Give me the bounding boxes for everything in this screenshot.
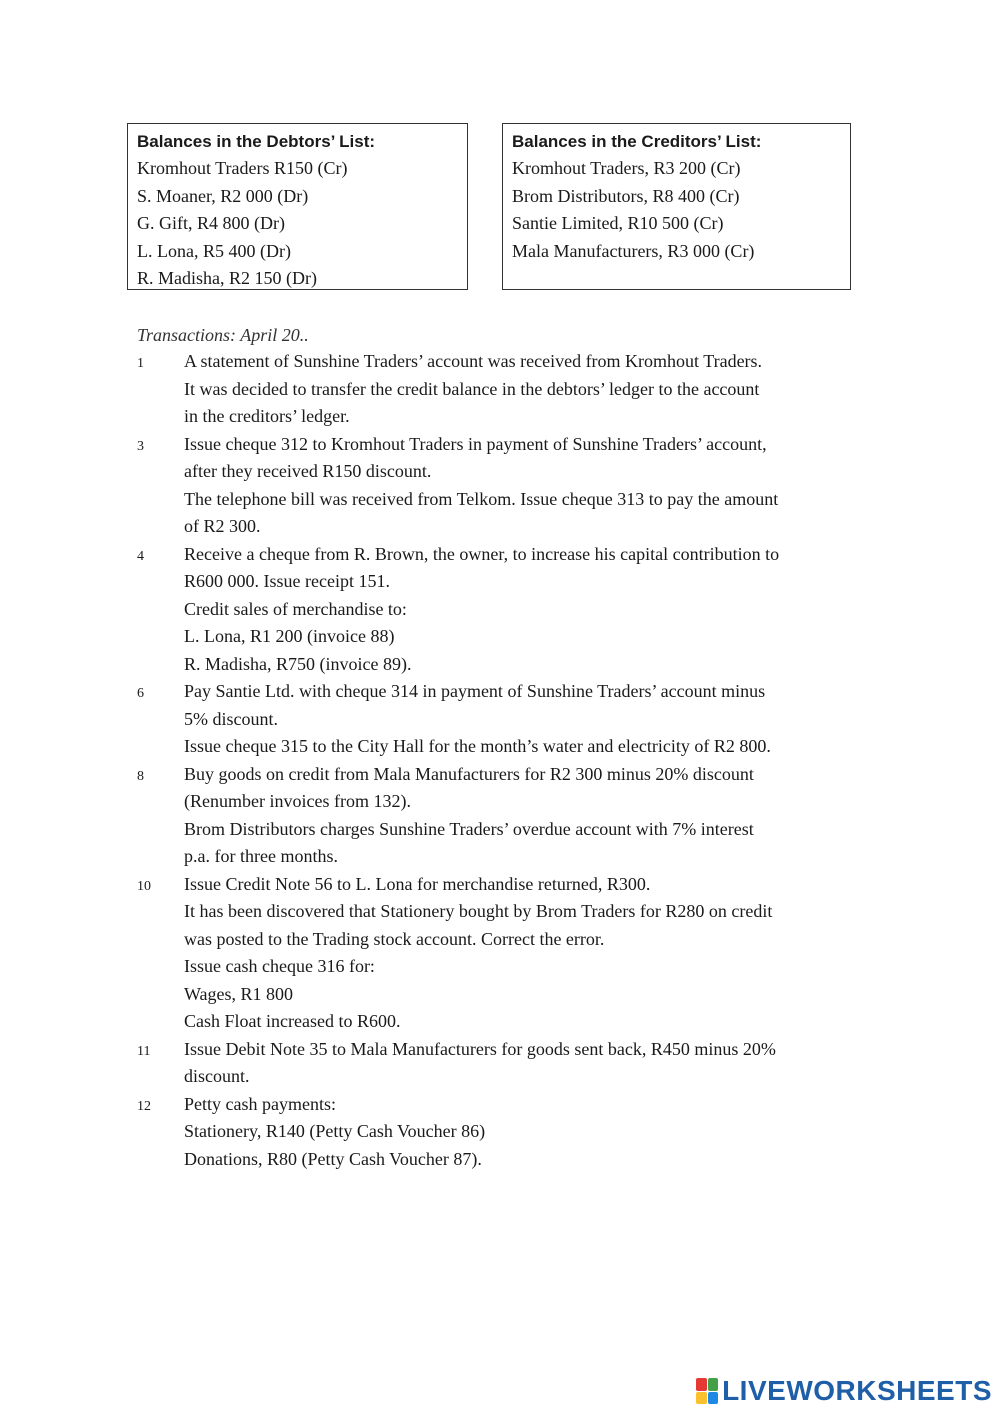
transaction-line: L. Lona, R1 200 (invoice 88) xyxy=(184,626,395,646)
transaction-line: Credit sales of merchandise to: xyxy=(184,598,407,619)
transaction-item xyxy=(137,348,857,431)
creditors-list-box xyxy=(502,123,851,290)
debtor-line: R. Madisha, R2 150 (Dr) xyxy=(137,268,317,288)
debtors-list-title: Balances in the Debtors’ List: xyxy=(137,132,376,151)
logo-square-blue xyxy=(708,1392,719,1405)
debtor-line: S. Moaner, R2 000 (Dr) xyxy=(137,185,309,206)
transaction-text xyxy=(184,678,857,761)
transaction-item xyxy=(137,871,857,1036)
transaction-line: Stationery, R140 (Petty Cash Voucher 86) xyxy=(184,1121,486,1141)
transaction-line: Cash Float increased to R600. xyxy=(184,1011,401,1031)
creditor-line: Mala Manufacturers, R3 000 (Cr) xyxy=(512,240,755,261)
transaction-line: 5% discount. xyxy=(184,708,278,729)
transaction-line: R600 000. Issue receipt 151. xyxy=(184,571,390,591)
creditor-line: Brom Distributors, R8 400 (Cr) xyxy=(512,185,740,206)
logo-square-red xyxy=(696,1378,707,1391)
transaction-item xyxy=(137,541,857,679)
transaction-day: 11 xyxy=(137,1043,151,1059)
transaction-line: The telephone bill was received from Telkom. Issue cheque 313 to pay the amount xyxy=(184,488,779,509)
transaction-day: 10 xyxy=(137,878,151,894)
creditor-line: Kromhout Traders, R3 200 (Cr) xyxy=(512,158,741,178)
transaction-text xyxy=(184,761,857,871)
transaction-text xyxy=(184,348,857,431)
transaction-line: after they received R150 discount. xyxy=(184,461,432,481)
transaction-text xyxy=(184,1036,857,1091)
transaction-item xyxy=(137,431,857,541)
logo-square-green xyxy=(708,1378,719,1391)
transaction-line: (Renumber invoices from 132). xyxy=(184,791,411,811)
transaction-text xyxy=(184,431,857,541)
transactions-list xyxy=(137,348,857,1173)
transaction-line: was posted to the Trading stock account. Correct the error. xyxy=(184,928,605,949)
transaction-line: Pay Santie Ltd. with cheque 314 in payment of Sunshine Traders’ account minus xyxy=(184,681,766,701)
transactions-heading: Transactions: April 20.. xyxy=(137,325,309,345)
liveworksheets-logo xyxy=(696,1375,992,1407)
transaction-line: Issue cash cheque 316 for: xyxy=(184,956,375,976)
liveworksheets-wordmark: LIVEWORKSHEETS xyxy=(722,1375,992,1406)
creditor-line: Santie Limited, R10 500 (Cr) xyxy=(512,213,724,233)
liveworksheets-logo-icon xyxy=(696,1378,718,1404)
transaction-item xyxy=(137,761,857,871)
transaction-line: Donations, R80 (Petty Cash Voucher 87). xyxy=(184,1148,482,1169)
transaction-line: It was decided to transfer the credit balance in the debtors’ ledger to the account xyxy=(184,378,760,399)
debtor-line: G. Gift, R4 800 (Dr) xyxy=(137,213,285,233)
transaction-line: Buy goods on credit from Mala Manufacturers for R2 300 minus 20% discount xyxy=(184,763,754,784)
transaction-line: Petty cash payments: xyxy=(184,1093,336,1114)
transaction-line: of R2 300. xyxy=(184,516,261,536)
transaction-line: discount. xyxy=(184,1066,250,1086)
transaction-line: Issue cheque 315 to the City Hall for the month’s water and electricity of R2 800. xyxy=(184,736,771,756)
transaction-line: A statement of Sunshine Traders’ account was received from Kromhout Traders. xyxy=(184,351,763,371)
transaction-day: 6 xyxy=(137,686,144,701)
transaction-line: Brom Distributors charges Sunshine Traders’ overdue account with 7% interest xyxy=(184,818,754,839)
transaction-line: Issue cheque 312 to Kromhout Traders in payment of Sunshine Traders’ account, xyxy=(184,433,767,454)
transaction-line: Issue Credit Note 56 to L. Lona for merchandise returned, R300. xyxy=(184,873,651,894)
transaction-item xyxy=(137,678,857,761)
transaction-day: 4 xyxy=(137,548,144,564)
debtor-line: L. Lona, R5 400 (Dr) xyxy=(137,240,291,261)
transaction-line: in the creditors’ ledger. xyxy=(184,406,350,426)
transaction-item xyxy=(137,1036,857,1091)
debtor-line: Kromhout Traders R150 (Cr) xyxy=(137,158,348,178)
transaction-day: 1 xyxy=(137,356,144,371)
transaction-day: 8 xyxy=(137,768,144,784)
transaction-line: Receive a cheque from R. Brown, the owner, to increase his capital contribution to xyxy=(184,543,780,564)
transaction-text xyxy=(184,1091,857,1174)
transaction-day: 3 xyxy=(137,438,144,454)
transaction-text xyxy=(184,541,857,679)
logo-square-yellow xyxy=(696,1392,707,1405)
transaction-line: Wages, R1 800 xyxy=(184,983,294,1004)
transaction-day: 12 xyxy=(137,1098,151,1114)
transaction-line: Issue Debit Note 35 to Mala Manufacturers for goods sent back, R450 minus 20% xyxy=(184,1038,776,1059)
transaction-line: R. Madisha, R750 (invoice 89). xyxy=(184,653,412,674)
creditors-list-title: Balances in the Creditors’ List: xyxy=(512,132,762,151)
transaction-text xyxy=(184,871,857,1036)
transaction-line: It has been discovered that Stationery bought by Brom Traders for R280 on credit xyxy=(184,901,773,921)
transaction-line: p.a. for three months. xyxy=(184,846,338,866)
debtors-list-box xyxy=(127,123,468,290)
transaction-item xyxy=(137,1091,857,1174)
